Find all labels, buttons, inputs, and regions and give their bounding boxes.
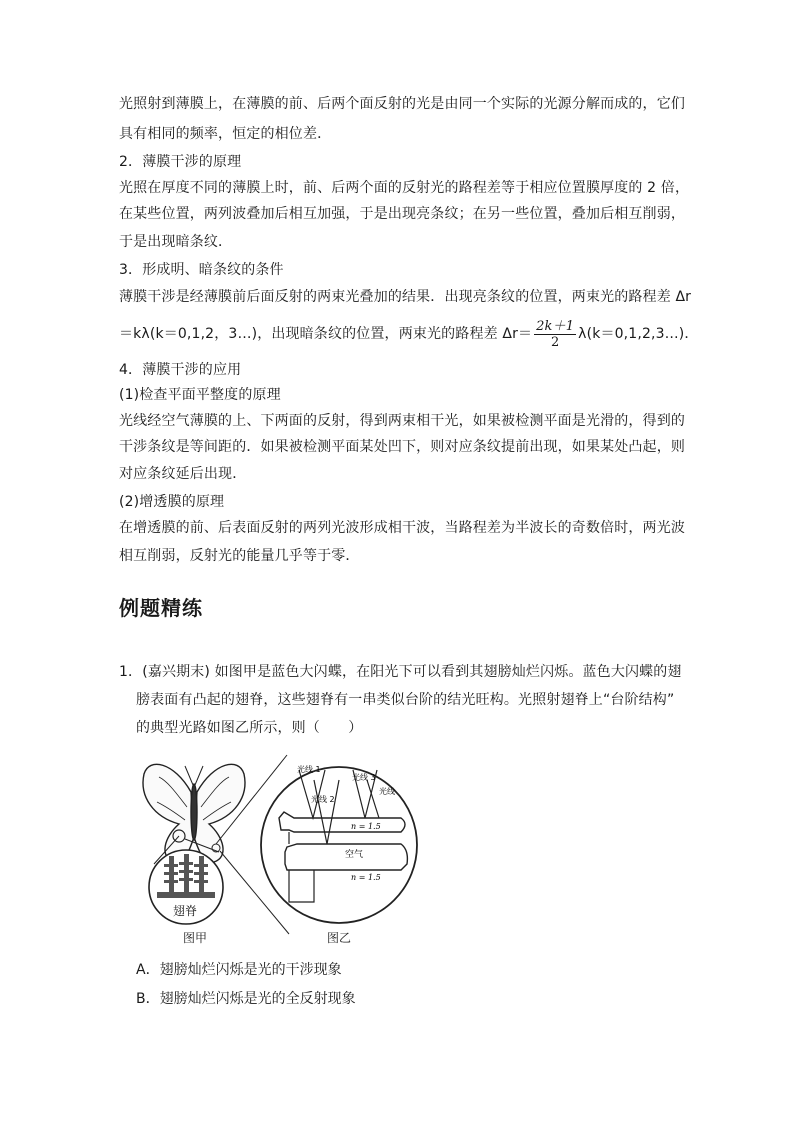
paragraph-line: 对应条纹延后出现． (119, 466, 247, 482)
ray-1-label: 光线 1 (297, 765, 321, 774)
upper-index-label: n = 1.5 (351, 822, 381, 831)
ray-3-label: 光线 3 (352, 773, 376, 782)
paragraph-line: 于是出现暗条纹． (119, 234, 233, 250)
question-line: 的典型光路如图乙所示，则（ ） (136, 720, 363, 736)
section-heading: 3．形成明、暗条纹的条件 (119, 262, 284, 278)
lower-index-label: n = 1.5 (351, 873, 381, 882)
fraction-denominator: 2 (550, 334, 560, 350)
example-section-title: 例题精练 (119, 596, 203, 620)
figure-b-label: 图乙 (327, 931, 352, 945)
ray-4-label: 光线 (379, 787, 395, 796)
paragraph-line: 相互削弱，反射光的能量几乎等于零． (119, 548, 360, 564)
butterfly-illustration (143, 764, 245, 862)
light-path-diagram (261, 764, 417, 923)
ridge-label: 翅脊 (173, 904, 198, 918)
paragraph-line: 光线经空气薄膜的上、下两面的反射，得到两束相干光，如果被检测平面是光滑的，得到的 (119, 413, 685, 429)
paragraph-line: 具有相同的频率，恒定的相位差． (119, 126, 332, 142)
figure-a-label: 图甲 (183, 931, 208, 945)
formula-line (119, 316, 699, 352)
butterfly-figure (139, 752, 419, 952)
formula-text: ＝kλ(k＝0,1,2，3…)，出现暗条纹的位置，两束光的路程差 Δr＝ (119, 326, 533, 342)
formula-text: λ(k＝0,1,2,3…)． (578, 326, 699, 342)
fraction-numerator: 2k＋1 (536, 318, 575, 334)
subsection-heading: (1)检查平面平整度的原理 (119, 387, 281, 403)
paragraph-line: 光照在厚度不同的薄膜上时，前、后两个面的反射光的路程差等于相应位置膜厚度的 2 倍， (119, 180, 690, 196)
ridge-magnified-circle (149, 836, 223, 924)
paragraph-line: 薄膜干涉是经薄膜前后面反射的两束光叠加的结果．出现亮条纹的位置，两束光的路程差 Δr (119, 289, 692, 305)
paragraph-line: 在某些位置，两列波叠加后相互加强，于是出现亮条纹；在另一些位置，叠加后相互削弱， (119, 206, 685, 222)
ray-2-label: 光线 2 (311, 795, 335, 804)
fraction (534, 319, 576, 350)
question-line: 膀表面有凸起的翅脊，这些翅脊有一串类似台阶的结光旺构。光照射翅脊上“台阶结构” (136, 692, 675, 708)
question-line: 1．(嘉兴期末) 如图甲是蓝色大闪蝶，在阳光下可以看到其翅膀灿烂闪烁。蓝色大闪蝶的翅 (119, 664, 682, 680)
section-heading: 2．薄膜干涉的原理 (119, 154, 242, 170)
paragraph-line: 光照射到薄膜上，在薄膜的前、后两个面反射的光是由同一个实际的光源分解而成的，它们 (119, 96, 685, 112)
paragraph-line: 在增透膜的前、后表面反射的两列光波形成相干波，当路程差为半波长的奇数倍时，两光波 (119, 520, 685, 536)
section-heading: 4．薄膜干涉的应用 (119, 362, 242, 378)
option-b: B．翅膀灿烂闪烁是光的全反射现象 (136, 991, 356, 1007)
option-a: A．翅膀灿烂闪烁是光的干涉现象 (136, 962, 342, 978)
subsection-heading: (2)增透膜的原理 (119, 494, 225, 510)
paragraph-line: 干涉条纹是等间距的．如果被检测平面某处凹下，则对应条纹提前出现，如果某处凸起，则 (119, 439, 685, 455)
air-label: 空气 (345, 850, 364, 860)
